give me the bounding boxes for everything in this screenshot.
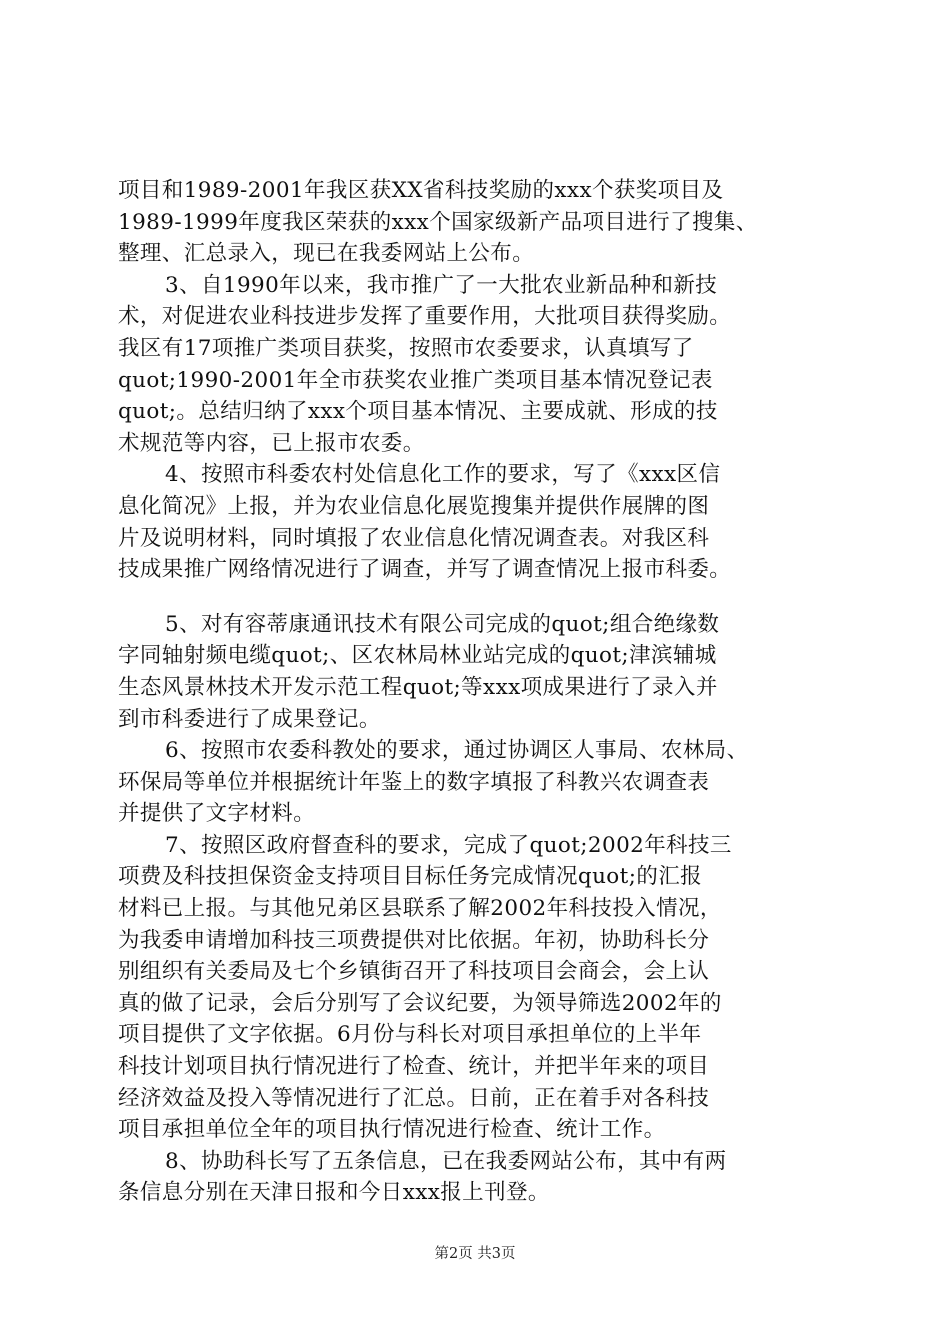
text-line: 别组织有关委局及七个乡镇街召开了科技项目会商会，会上认	[118, 959, 710, 985]
text-line: 术，对促进农业科技进步发挥了重要作用，大批项目获得奖励。	[118, 304, 732, 330]
text-line: quot;1990-2001年全市获奖农业推广类项目基本情况登记表	[118, 367, 713, 393]
text-line: 4、按照市科委农村处信息化工作的要求，写了《xxx区信	[165, 462, 721, 488]
text-line: 项目和1989-2001年我区获XX省科技奖励的xxx个获奖项目及	[118, 178, 724, 203]
text-line: 并提供了文字材料。	[118, 801, 316, 827]
paragraph-item-4	[118, 459, 830, 585]
paragraph-item-3	[118, 270, 830, 460]
text-line: 环保局等单位并根据统计年鉴上的数字填报了科教兴农调查表	[118, 769, 710, 795]
text-line: 经济效益及投入等情况进行了汇总。日前，正在着手对各科技	[118, 1085, 710, 1111]
text-line: 科技计划项目执行情况进行了检查、统计，并把半年来的项目	[118, 1054, 710, 1080]
text-line: 字同轴射频电缆quot;、区农林局林业站完成的quot;津滨辅城	[118, 643, 717, 669]
text-line: 5、对有容蒂康通讯技术有限公司完成的quot;组合绝缘数	[165, 611, 720, 637]
paragraph-continuation	[118, 175, 830, 270]
text-line: 到市科委进行了成果登记。	[118, 706, 381, 732]
text-line: 1989-1999年度我区荣获的xxx个国家级新产品项目进行了搜集、	[118, 209, 758, 235]
text-line: 项目承担单位全年的项目执行情况进行检查、统计工作。	[118, 1117, 666, 1143]
text-line: 整理、汇总录入，现已在我委网站上公布。	[118, 241, 535, 267]
paragraph-item-7	[118, 830, 830, 1146]
text-line: 3、自1990年以来，我市推广了一大批农业新品种和新技	[165, 272, 718, 298]
text-line: 7、按照区政府督查科的要求，完成了quot;2002年科技三	[165, 832, 732, 858]
text-line: 我区有17项推广类项目获奖，按照市农委要求，认真填写了	[118, 335, 694, 361]
text-line: 8、协助科长写了五条信息，已在我委网站公布，其中有两	[165, 1148, 727, 1174]
text-line: 术规范等内容，已上报市农委。	[118, 430, 425, 456]
text-line: 材料已上报。与其他兄弟区县联系了解2002年科技投入情况，	[118, 896, 722, 922]
paragraph-spacer	[118, 586, 830, 609]
text-line: 真的做了记录，会后分别写了会议纪要，为领导筛选2002年的	[118, 990, 722, 1016]
text-line: 息化简况》上报，并为农业信息化展览搜集并提供作展牌的图	[118, 493, 710, 519]
text-line: quot;。总结归纳了xxx个项目基本情况、主要成就、形成的技	[118, 399, 718, 425]
document-body	[118, 175, 830, 1209]
text-line: 项费及科技担保资金支持项目目标任务完成情况quot;的汇报	[118, 864, 703, 890]
paragraph-item-5	[118, 609, 830, 735]
text-line: 6、按照市农委科教处的要求，通过协调区人事局、农林局、	[165, 738, 749, 764]
paragraph-item-8	[118, 1146, 830, 1209]
text-line: 条信息分别在天津日报和今日xxx报上刊登。	[118, 1180, 550, 1206]
text-line: 项目提供了文字依据。6月份与科长对项目承担单位的上半年	[118, 1022, 702, 1048]
text-line: 技成果推广网络情况进行了调查，并写了调查情况上报市科委。	[118, 557, 732, 583]
text-line: 片及说明材料，同时填报了农业信息化情况调查表。对我区科	[118, 525, 710, 551]
paragraph-item-6	[118, 735, 830, 830]
page-footer	[0, 1244, 950, 1264]
text-line: 为我委申请增加科技三项费提供对比依据。年初，协助科长分	[118, 927, 710, 953]
page-number-label: 第2页 共3页	[434, 1246, 516, 1262]
text-line: 生态风景林技术开发示范工程quot;等xxx项成果进行了录入并	[118, 674, 718, 700]
